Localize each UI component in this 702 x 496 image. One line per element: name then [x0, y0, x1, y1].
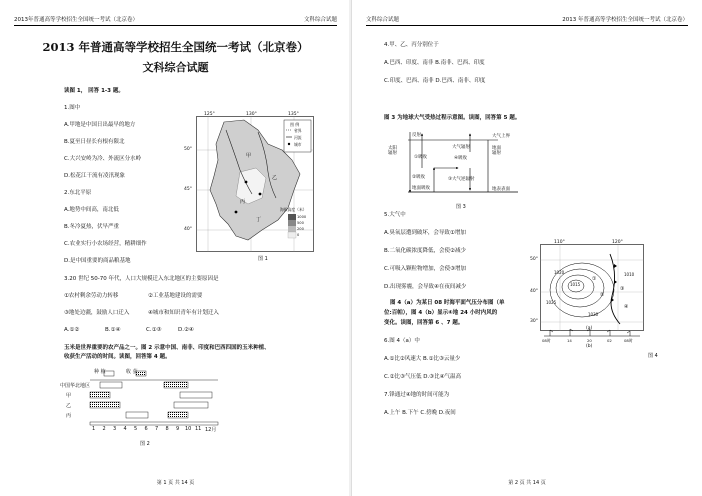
month-3: 3 [113, 426, 117, 432]
sub-b: (b) [586, 344, 593, 349]
legend-river: 河流 [294, 135, 302, 140]
q3-choice-b: B.①④ [105, 327, 121, 333]
label-ground: 地表表面 [492, 187, 510, 192]
label-absorb1: ①吸收 [414, 155, 428, 160]
place-jia: 甲 [246, 153, 252, 159]
bar-china-plant [100, 382, 122, 388]
month-12: 12月 [205, 427, 217, 433]
time-08b: 08时 [624, 338, 633, 343]
lon-135: 135° [288, 112, 299, 117]
month-7: 7 [155, 426, 159, 432]
lat-45: 45° [184, 187, 192, 192]
legend-city: 城市 [294, 142, 302, 147]
section-2-line1: 玉米是世界重要的农产品之一。图 2 示意中国、南非、印度和巴西四国的玉米种植、 [64, 345, 270, 351]
point-1: ① [592, 276, 597, 282]
city-dot-2 [259, 193, 262, 196]
figure-3-diagram [388, 128, 538, 200]
figure-4-map [530, 240, 644, 352]
header-right: 文科综合试题 [303, 17, 337, 23]
legend-title: 图 例 [290, 122, 300, 127]
scale-swatch-4 [288, 232, 296, 238]
section-4-line1: 图 4（a）为某日 08 时海平面气压分布图（单 [390, 300, 505, 306]
bar-jia-harvest [90, 392, 110, 398]
q5-option-d: D.出现雾霾，会导致④在夜间减少 [384, 284, 467, 290]
page-subtitle: 文科综合试题 [142, 61, 209, 74]
q3-option-4: ④城市和知识青年有计划迁入 [148, 310, 219, 316]
q1-option-d: D.松花江干流有凌汛现象 [64, 173, 125, 179]
scale-swatch-2 [288, 220, 296, 226]
question-3: 3.20 世纪 50-70 年代，人口大规模迁入东北地区的主要原因是 [64, 276, 219, 282]
figure-4-caption: 图 4 [648, 353, 658, 359]
q1-option-c: C.大兴安岭为冷、外流区分水岭 [64, 156, 142, 162]
section-4-line2: 位:百帕），图 4（b）显示④地 24 小时内风的 [384, 310, 498, 316]
row-jia: 甲 [66, 393, 72, 399]
page-title: 2013 年普通高等学校招生全国统一考试（北京卷） [42, 40, 309, 54]
scale-title: 海拔高度（米） [280, 207, 307, 212]
q2-option-a: A.地势中间高，南北低 [64, 207, 119, 213]
header-right: 2013 年普通高等学校招生全国统一考试（北京卷） [562, 17, 688, 23]
pressure-1020: 1020 [554, 270, 565, 275]
lat-50: 50° [530, 257, 538, 262]
time-14: 14 [567, 338, 572, 343]
pressure-svg [540, 240, 644, 352]
month-8: 8 [165, 426, 169, 432]
q6-options-row1: A.①比②风速大 B.①比③云量少 [384, 356, 461, 362]
figure-2-calendar [60, 368, 224, 440]
place-ding: 丁 [256, 217, 262, 223]
page-header [366, 12, 688, 26]
lat-40: 40° [530, 289, 538, 294]
pressure-1010: 1010 [624, 272, 635, 277]
sub-a: (a) [586, 326, 593, 331]
legend-harvest-label: 收 获 [126, 369, 138, 375]
scale-swatch-1 [288, 214, 296, 220]
row-china: 中国华北地区 [60, 383, 91, 389]
q5-option-a: A.臭氧层遭到破坏，会导致①增加 [384, 230, 466, 236]
page-footer: 第 2 页 共 14 页 [508, 480, 546, 486]
place-bing: 丙 [240, 199, 246, 205]
q2-option-c: C.农业实行小农场经营，精耕细作 [64, 241, 147, 247]
label-reflect: 反射 [412, 133, 421, 138]
label-atm-upper: 大气上界 [492, 134, 510, 139]
header-left: 2013年普通高等学校招生全国统一考试（北京卷） [14, 17, 138, 23]
q2-option-d: D.是中国重要的商品粮基地 [64, 258, 131, 264]
scale-500: 500 [297, 221, 304, 225]
time-02: 02 [607, 338, 612, 343]
bar-bing-harvest [168, 412, 188, 418]
month-5: 5 [134, 426, 138, 432]
time-08: 08时 [542, 338, 551, 343]
bar-bing-plant [126, 412, 148, 418]
q5-option-b: B.二氧化碳浓度降低，会使②减少 [384, 248, 466, 254]
pressure-1015: 1015 [570, 282, 581, 287]
place-yi: 乙 [272, 175, 278, 181]
scale-1000: 1000 [297, 215, 307, 219]
legend-plant-label: 种 植 [94, 369, 106, 375]
question-1: 1.图中 [64, 105, 81, 111]
pressure-1030: 1030 [588, 312, 599, 317]
point-2: ② [600, 292, 605, 298]
q3-option-1: ①农村剩余劳动力转移 [64, 293, 119, 299]
point-4: ④ [624, 304, 629, 310]
q3-choice-d: D.②④ [178, 327, 194, 333]
label-counter: ③大气逆辐射 [448, 177, 475, 182]
lon-130: 130° [246, 112, 257, 117]
point-3: ③ [620, 286, 625, 292]
scale-200: 200 [297, 227, 304, 231]
lon-120: 120° [612, 240, 623, 245]
lon-110: 110° [554, 240, 565, 245]
q4-options-row2: C.印度、巴西、南非 D.巴西、南非、印度 [384, 78, 486, 84]
month-axis [90, 422, 218, 425]
section-2-line2: 收获生产活动的时间。读图，回答第 4 题。 [64, 354, 171, 360]
bar-jia-plant [180, 392, 212, 398]
heating-svg [388, 128, 538, 200]
question-2: 2.东北平原 [64, 190, 92, 196]
lat-40: 40° [184, 227, 192, 232]
header-left: 文科综合试题 [366, 17, 400, 23]
month-2: 2 [102, 426, 106, 432]
q3-choice-a: A.①② [64, 327, 80, 333]
label-ground-absorb: 地面吸收 [412, 186, 430, 191]
month-10: 10 [185, 426, 192, 432]
question-7: 7.锋通过④地的时间可能为 [384, 392, 450, 398]
q3-option-3: ③地处边疆，鼓励人口迁入 [64, 310, 130, 316]
question-4: 4.甲、乙、丙分别位于 [384, 42, 439, 48]
figure-1-map [184, 112, 314, 252]
lon-125: 125° [204, 112, 215, 117]
q2-option-b: B.冬冷夏热，伏旱严重 [64, 224, 120, 230]
bar-yi-harvest [90, 402, 120, 408]
city-dot-3 [235, 211, 238, 214]
pressure-1025: 1025 [546, 300, 557, 305]
scale-swatch-3 [288, 226, 296, 232]
q6-options-row2: C.②比③气压低 D.③比④气温高 [384, 374, 462, 380]
month-6: 6 [144, 426, 148, 432]
legend-province: 省界 [294, 128, 302, 133]
page-2 [351, 0, 702, 496]
section-3: 图 3 为地球大气受热过程示意图。读图，回答第 5 题。 [384, 115, 521, 121]
legend-city-dot [288, 143, 290, 145]
month-1: 1 [92, 426, 96, 432]
label-absorb2: ②吸收 [412, 175, 426, 180]
lat-30: 30° [530, 319, 538, 324]
month-9: 9 [176, 426, 180, 432]
figure-3-caption: 图 3 [456, 204, 466, 210]
page-footer: 第 1 页 共 14 页 [156, 480, 195, 486]
q3-option-2: ②工业基地建设的需要 [148, 293, 203, 299]
q4-options-row1: A.巴西、印度、南非 B.南非、巴西、印度 [384, 60, 485, 66]
label-absorb4: ④吸收 [454, 156, 468, 161]
month-11: 11 [195, 426, 202, 432]
label-ground-rad: 地面辐射 [492, 146, 501, 156]
month-4: 4 [123, 426, 127, 432]
row-bing: 丙 [66, 413, 72, 419]
row-yi: 乙 [66, 403, 72, 409]
question-6: 6.图 4（a）中 [384, 338, 420, 344]
label-atm-rad: 大气辐射 [452, 145, 470, 150]
q7-options: A.上午 B.下午 C.傍晚 D.夜间 [384, 410, 456, 416]
figure-2-caption: 图 2 [140, 441, 150, 447]
label-solar: 太阳辐射 [388, 146, 397, 156]
q5-option-c: C.可吸入颗粒物增加，会使③增加 [384, 266, 467, 272]
time-20: 20 [587, 338, 592, 343]
question-5: 5.大气中 [384, 212, 406, 218]
page-header [14, 12, 337, 26]
q3-choice-c: C.①③ [146, 327, 162, 333]
q1-option-a: A.甲地是中国日出最早的地方 [64, 122, 136, 128]
section-4-line3: 变化。读图，回答第 6 、7 题。 [384, 320, 464, 326]
intro-text: 读图 1， 回答 1-3 题。 [64, 88, 124, 94]
scale-0: 0 [297, 233, 300, 237]
lat-50: 50° [184, 147, 192, 152]
bar-yi-plant [174, 402, 208, 408]
city-dot-1 [245, 181, 248, 184]
figure-1-caption: 图 1 [258, 256, 268, 262]
q1-option-b: B.夏至日昼长有根有限北 [64, 139, 125, 145]
bar-china-harvest [164, 382, 188, 388]
